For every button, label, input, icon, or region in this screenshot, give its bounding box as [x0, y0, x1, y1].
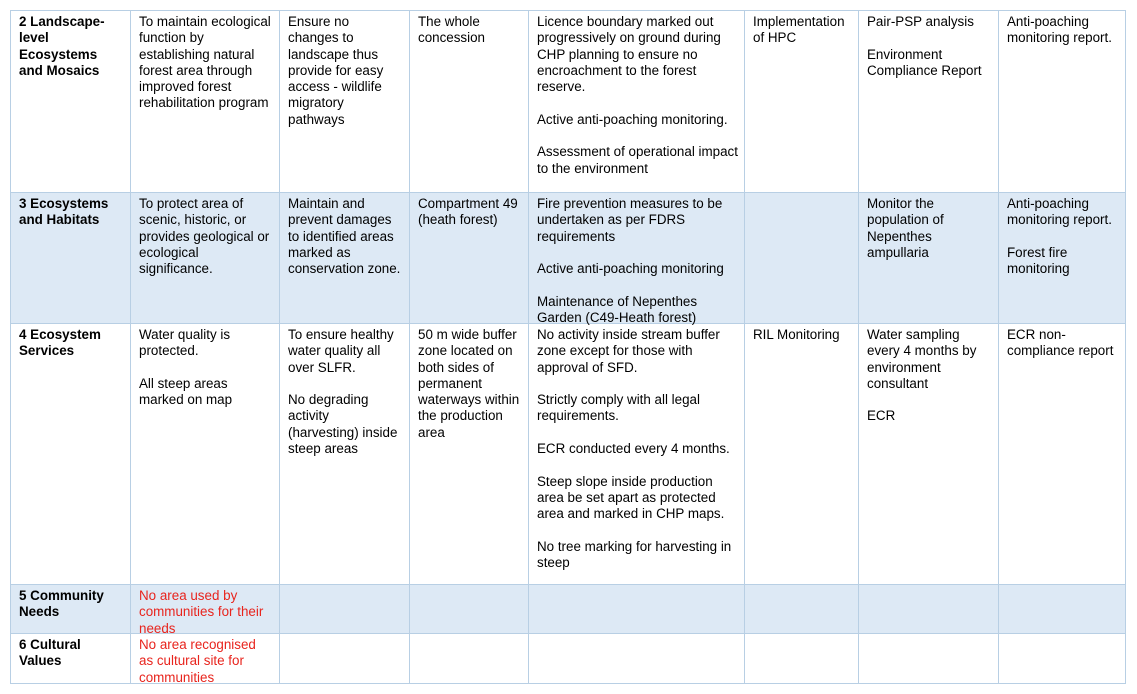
table-cell [280, 585, 410, 634]
table-cell [745, 585, 859, 634]
table-cell: Monitor the population of Nepenthes ampullaria [859, 193, 999, 324]
table-row [11, 11, 1126, 193]
table-row [11, 585, 1126, 634]
table-cell: Fire prevention measures to be undertaken as per FDRS requirements Active anti-poaching monitoring Maintenance of Nepenthes Garden (C49-Heath forest) [529, 193, 745, 324]
table-row [11, 324, 1126, 585]
table-cell [131, 634, 280, 684]
table-cell: No activity inside stream buffer zone except for those with approval of SFD. Strictly comply with all legal requirements. ECR conducted every 4 months. Steep slope inside production area be set apart as protected area and marked in CHP maps. No tree marking for harvesting in steep [529, 324, 745, 585]
table-cell: Water quality is protected. All steep areas marked on map [131, 324, 280, 585]
highlighted-note: No area recognised as cultural site for communities [139, 637, 260, 685]
table-row [11, 634, 1126, 684]
table-cell [859, 634, 999, 684]
table-cell [529, 585, 745, 634]
table-cell: 50 m wide buffer zone located on both sides of permanent waterways within the production area [410, 324, 529, 585]
table-cell [859, 585, 999, 634]
table-cell: Compartment 49 (heath forest) [410, 193, 529, 324]
table-cell: Ensure no changes to landscape thus provide for easy access - wildlife migratory pathways [280, 11, 410, 193]
table-cell: ECR non-compliance report [999, 324, 1126, 585]
table-cell: The whole concession [410, 11, 529, 193]
row-category: 6 Cultural Values [11, 634, 131, 684]
row-category: 5 Community Needs [11, 585, 131, 634]
table-cell: Implementation of HPC [745, 11, 859, 193]
highlighted-note: No area used by communities for their needs [139, 588, 268, 636]
table-row [11, 193, 1126, 324]
table-cell: To maintain ecological function by establishing natural forest area through improved forest rehabilitation program [131, 11, 280, 193]
hcv-management-table [10, 10, 1126, 684]
table-cell [410, 585, 529, 634]
table-cell: Anti-poaching monitoring report. [999, 11, 1126, 193]
table-cell: Licence boundary marked out progressively on ground during CHP planning to ensure no encroachment to the forest reserve. Active anti-poaching monitoring. Assessment of operational impact to the environment [529, 11, 745, 193]
table-cell: RIL Monitoring [745, 324, 859, 585]
table-cell: Maintain and prevent damages to identified areas marked as conservation zone. [280, 193, 410, 324]
table-cell [999, 585, 1126, 634]
row-category: 4 Ecosystem Services [11, 324, 131, 585]
table-cell [745, 193, 859, 324]
row-category: 2 Landscape-level Ecosystems and Mosaics [11, 11, 131, 193]
table-cell [410, 634, 529, 684]
table-cell: Water sampling every 4 months by environment consultant ECR [859, 324, 999, 585]
table-cell: Anti-poaching monitoring report. Forest fire monitoring [999, 193, 1126, 324]
table-cell [131, 585, 280, 634]
table-cell [999, 634, 1126, 684]
row-category: 3 Ecosystems and Habitats [11, 193, 131, 324]
table-cell [529, 634, 745, 684]
table-cell: To protect area of scenic, historic, or provides geological or ecological significance. [131, 193, 280, 324]
table-cell [745, 634, 859, 684]
table-cell: Pair-PSP analysis Environment Compliance Report [859, 11, 999, 193]
table-cell: To ensure healthy water quality all over SLFR. No degrading activity (harvesting) inside steep areas [280, 324, 410, 585]
table-cell [280, 634, 410, 684]
